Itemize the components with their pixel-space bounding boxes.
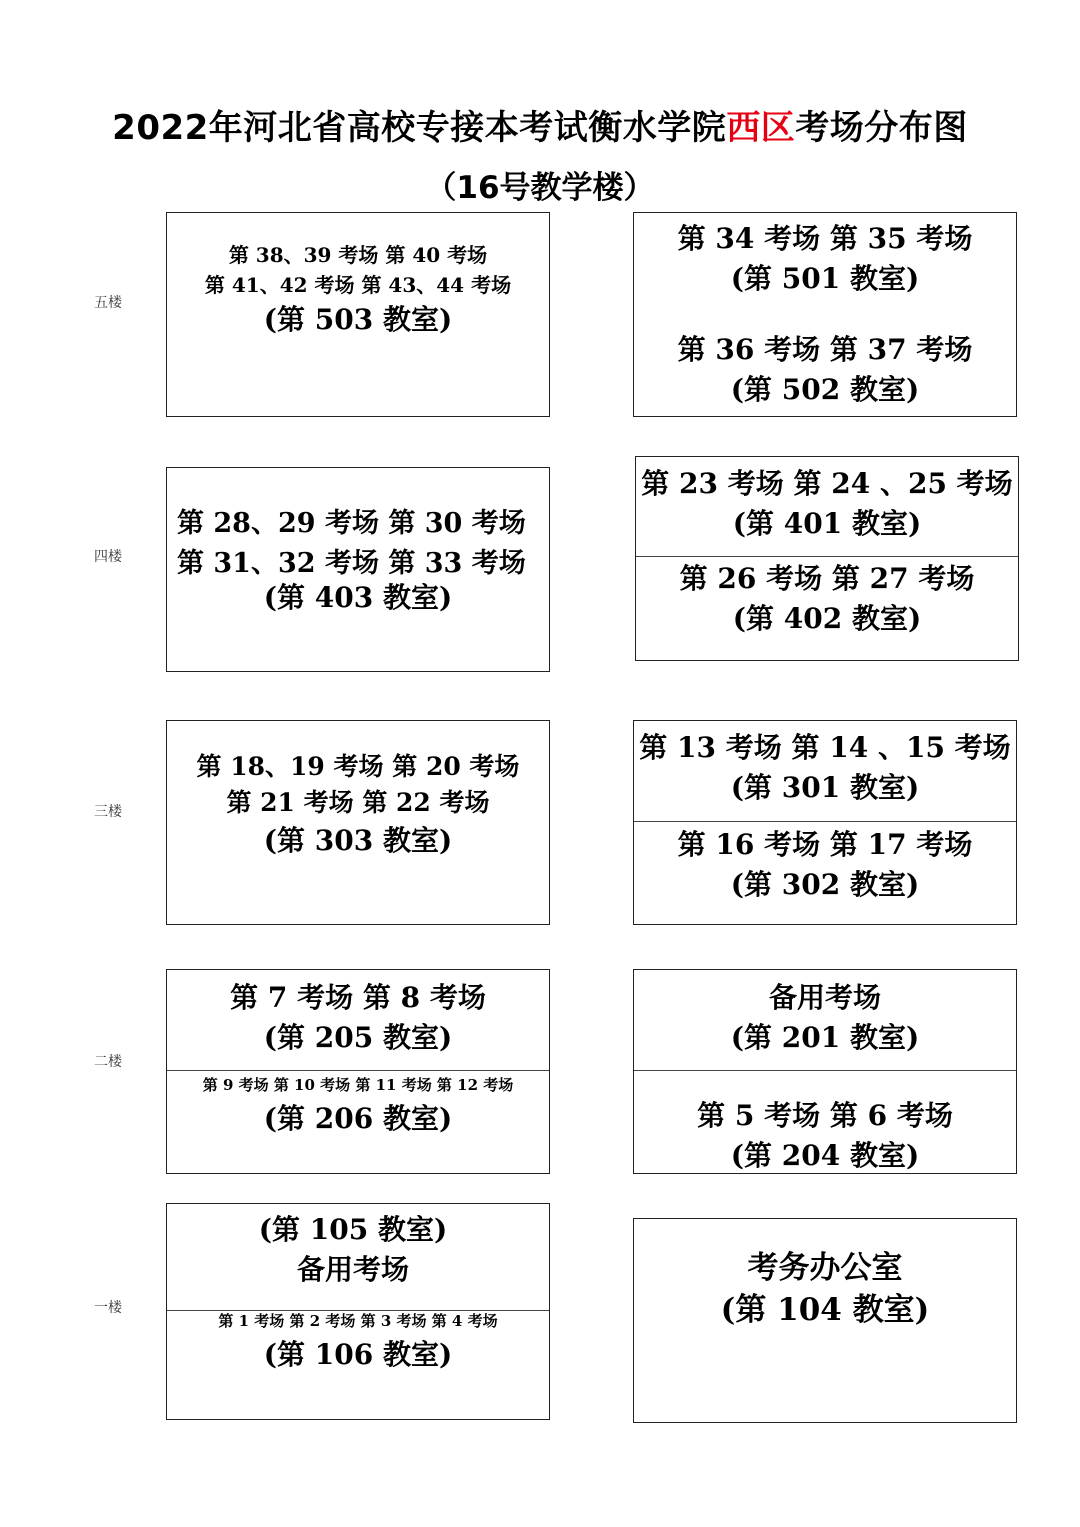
room-box-301-302 [633,720,1017,925]
room-box-104 [633,1218,1017,1423]
room-section-401 [636,464,1018,544]
room-number: (第 302 教室) [730,868,920,901]
exam-list: 第 7 考场 第 8 考场 [230,981,486,1014]
room-section-503 [167,240,549,340]
room-section-206 [167,1074,549,1096]
exam-list: 第 38、39 考场 第 40 考场 [228,243,488,267]
title-text: 2022年河北省高校专接本考试衡水学院 [112,108,727,148]
title-highlight: 西区 [726,108,796,148]
exam-list: 第 26 考场 第 27 考场 [679,562,975,595]
exam-list: 第 36 考场 第 37 考场 [677,333,973,366]
room-section-303 [167,749,549,861]
floor-label-5: 五楼 [94,295,122,311]
floor-label-2: 二楼 [94,1054,122,1070]
room-section-106-room [167,1335,549,1375]
room-number: (第 501 教室) [730,262,920,295]
room-section-204 [634,1096,1016,1176]
exam-office-label: 考务办公室 [747,1250,903,1286]
room-divider [634,1070,1016,1071]
room-number: (第 301 教室) [730,771,920,804]
room-number: (第 402 教室) [732,602,922,635]
room-box-503 [166,212,550,417]
exam-list: 第 41、42 考场 第 43、44 考场 [204,273,512,297]
exam-list: 第 16 考场 第 17 考场 [677,828,973,861]
page-title [0,100,1080,149]
exam-list: 第 9 考场 第 10 考场 第 11 考场 第 12 考场 [202,1076,514,1094]
exam-list: 第 5 考场 第 6 考场 [697,1099,953,1132]
room-number: (第 104 教室) [720,1292,930,1328]
room-box-501-502 [633,212,1017,417]
room-number: (第 105 教室) [258,1213,448,1246]
room-number: (第 303 教室) [263,824,453,857]
exam-list: 备用考场 [296,1253,409,1286]
room-section-502 [634,330,1016,410]
room-number: (第 205 教室) [263,1021,453,1054]
room-section-205 [167,978,549,1058]
room-section-104 [634,1247,1016,1331]
room-box-201-204 [633,969,1017,1174]
room-section-403-room [167,578,549,618]
room-number: (第 403 教室) [263,581,453,614]
exam-list: 第 13 考场 第 14 、15 考场 [639,731,1011,764]
room-box-403 [166,467,550,672]
exam-list: 第 34 考场 第 35 考场 [677,222,973,255]
floor-label-4: 四楼 [94,549,122,565]
room-section-201 [634,978,1016,1058]
room-section-402 [636,559,1018,639]
exam-list: 备用考场 [768,981,881,1014]
room-divider [636,556,1018,557]
room-section-301 [634,728,1016,808]
room-section-302 [634,825,1016,905]
exam-list: 第 31、32 考场 第 33 考场 [177,548,526,579]
room-divider [634,821,1016,822]
room-section-106 [167,1310,549,1332]
exam-list: 第 18、19 考场 第 20 考场 [196,752,520,781]
room-box-303 [166,720,550,925]
room-section-206-room [167,1099,549,1139]
room-box-205-206 [166,969,550,1174]
floor-label-1: 一楼 [94,1300,122,1316]
room-section-501 [634,219,1016,299]
room-number: (第 401 教室) [732,507,922,540]
room-divider [167,1070,549,1071]
floor-label-3: 三楼 [94,804,122,820]
title-text-end: 考场分布图 [795,108,968,148]
exam-list: 第 21 考场 第 22 考场 [226,788,490,817]
room-number: (第 201 教室) [730,1021,920,1054]
exam-list: 第 1 考场 第 2 考场 第 3 考场 第 4 考场 [218,1312,498,1330]
page-subtitle: （16号教学楼） [425,170,655,206]
room-number: (第 502 教室) [730,373,920,406]
room-number: (第 204 教室) [730,1139,920,1172]
room-number: (第 206 教室) [263,1102,453,1135]
room-section-105 [157,1210,549,1290]
room-number: (第 503 教室) [263,303,453,336]
exam-list: 第 28、29 考场 第 30 考场 [177,508,526,539]
room-number: (第 106 教室) [263,1338,453,1371]
room-box-105-106 [166,1203,550,1420]
room-section-403 [177,504,549,584]
exam-list: 第 23 考场 第 24 、25 考场 [641,467,1013,500]
room-box-401-402 [635,456,1019,661]
